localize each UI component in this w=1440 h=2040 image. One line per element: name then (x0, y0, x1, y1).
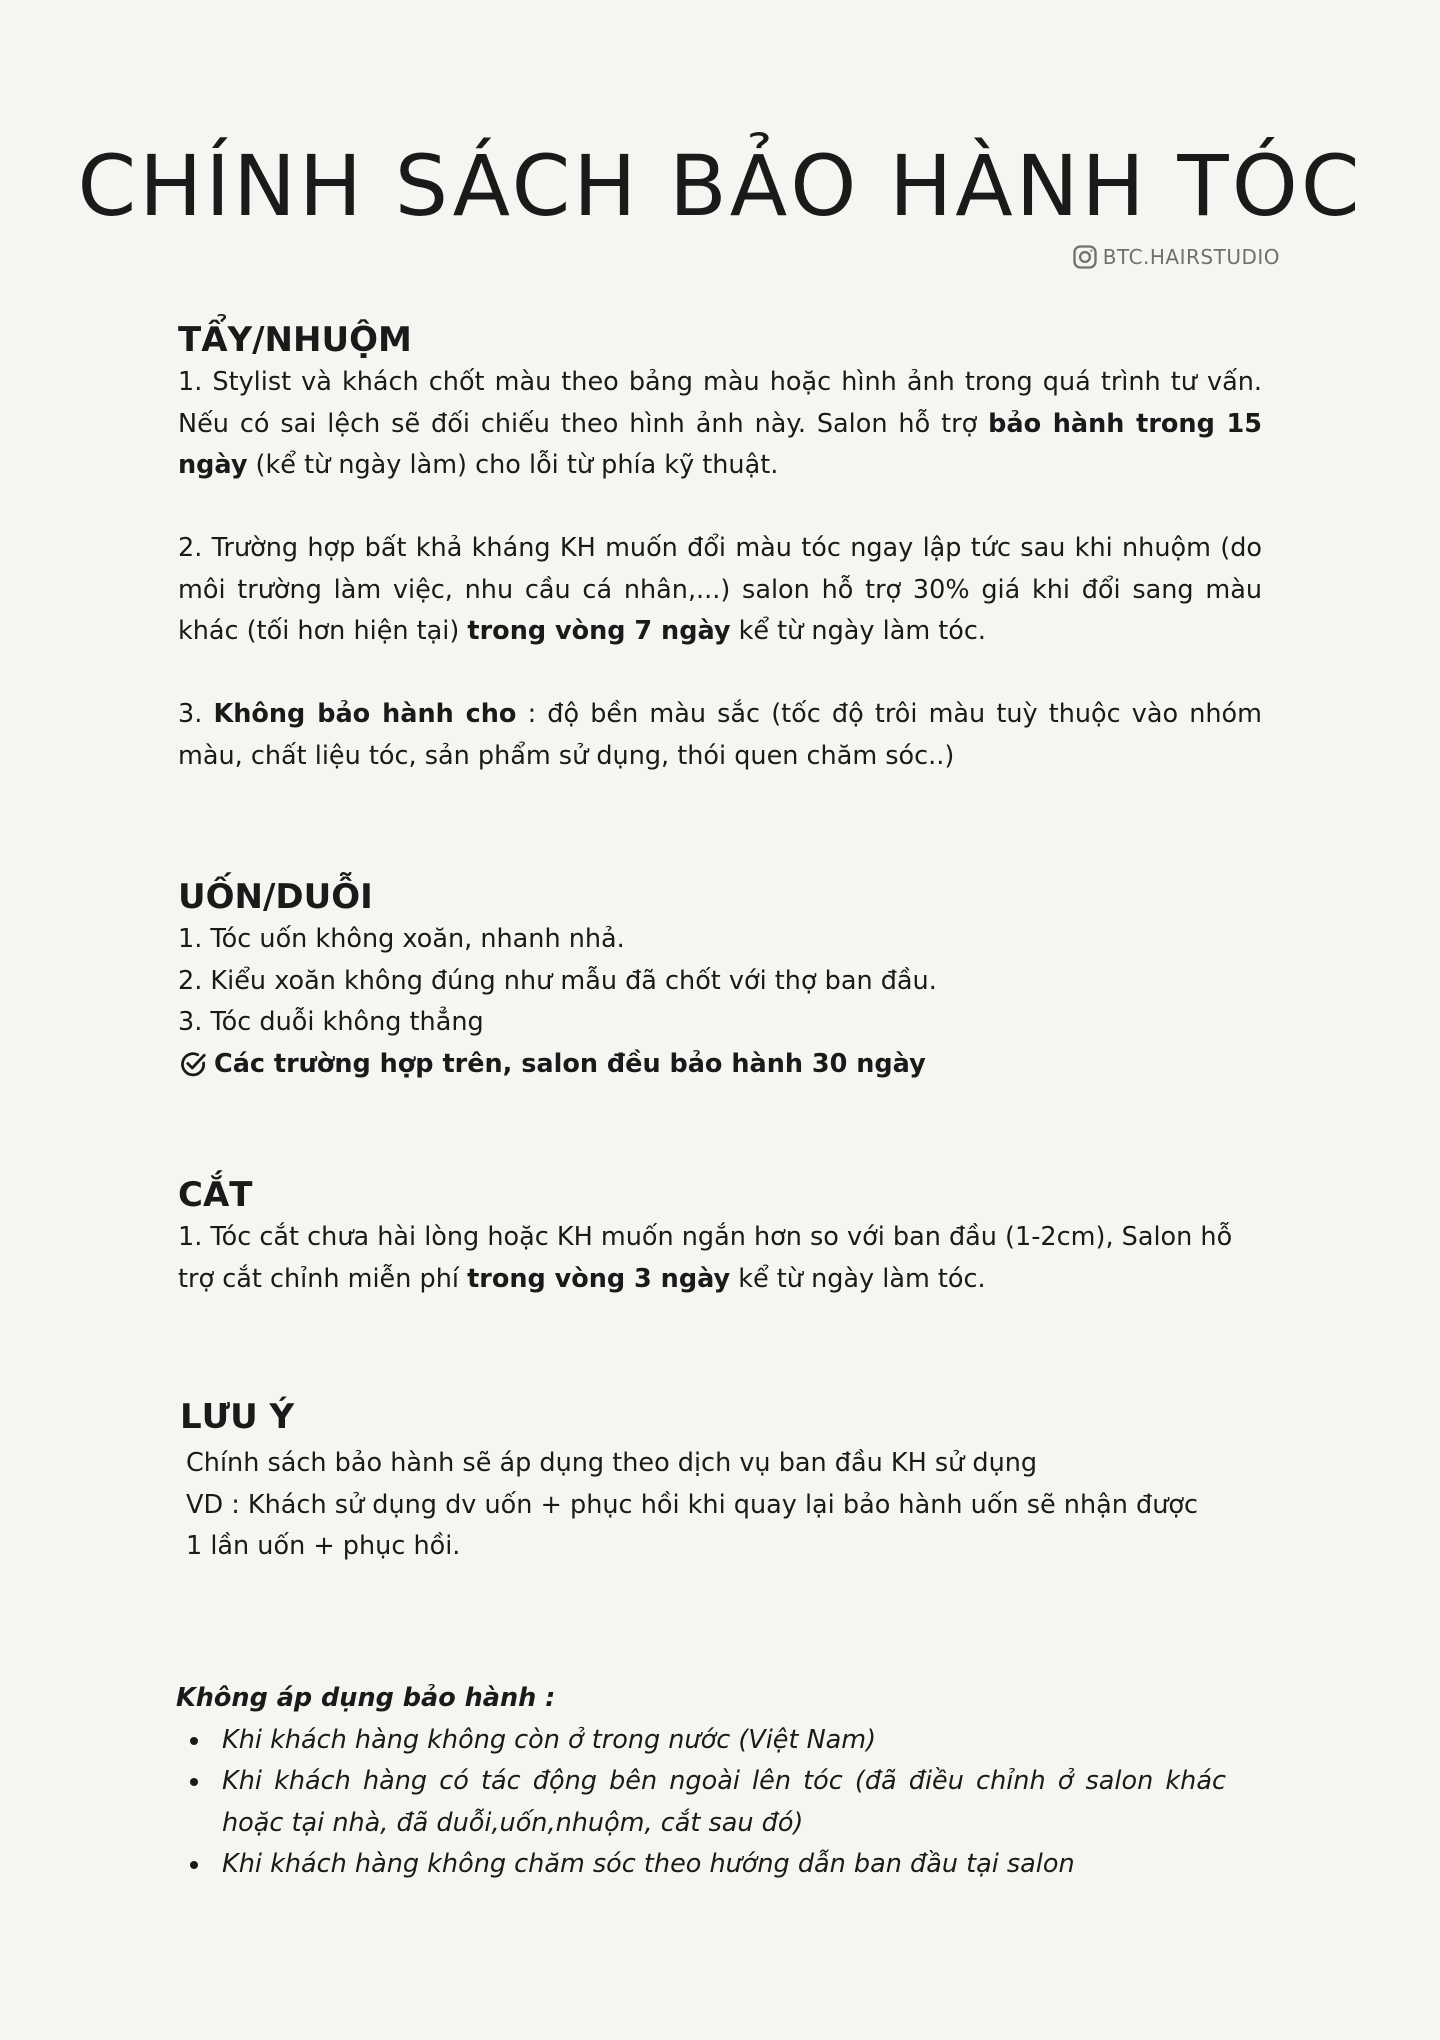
section-heading: CẮT (178, 1175, 253, 1215)
bold-text: Không bảo hành cho (213, 699, 517, 729)
instagram-icon (1071, 243, 1099, 271)
paragraph: Chính sách bảo hành sẽ áp dụng theo dịch vụ ban đầu KH sử dụng (186, 1448, 1038, 1478)
list-item: 2. Kiểu xoăn không đúng như mẫu đã chốt với thợ ban đầu. (178, 965, 937, 996)
bold-text: trong vòng 7 ngày (467, 616, 731, 646)
instagram-handle-text: BTC.HAIRSTUDIO (1102, 245, 1280, 269)
paragraph (178, 528, 1262, 653)
check-circle-icon (178, 1049, 208, 1079)
section-heading: TẨY/NHUỘM (178, 320, 412, 360)
list-item: Khi khách hàng không còn ở trong nước (Việt Nam) (222, 1720, 1226, 1762)
section-heading: UỐN/DUỖI (178, 877, 373, 917)
paragraph (178, 1217, 1262, 1300)
text: kể từ ngày làm tóc. (730, 616, 986, 646)
text: (kể từ ngày làm) cho lỗi từ phía kỹ thuật. (247, 450, 779, 480)
list-item: 3. Tóc duỗi không thẳng (178, 1007, 484, 1037)
warranty-note (178, 1044, 1262, 1086)
bold-text: trong vòng 3 ngày (467, 1263, 731, 1294)
paragraph: VD : Khách sử dụng dv uốn + phục hồi khi quay lại bảo hành uốn sẽ nhận được 1 lần uốn + phục hồi. (186, 1489, 1198, 1561)
section-luu-y (180, 1395, 1198, 1568)
paragraph (178, 362, 1262, 487)
bold-text: bảo hành trong 15 ngày (178, 408, 1262, 480)
page-title: CHÍNH SÁCH BẢO HÀNH TÓC (77, 137, 1363, 235)
text: : độ bền màu sắc (tốc độ trôi màu tuỳ thuộc vào nhóm màu, chất liệu tóc, sản phẩm sử dụng, thói quen chăm sóc..) (178, 699, 1262, 771)
exclusions-heading: Không áp dụng bảo hành : (176, 1683, 556, 1713)
section-uon-duoi (178, 875, 1262, 1085)
section-cat (178, 1173, 1262, 1300)
list-item: Khi khách hàng không chăm sóc theo hướng dẫn ban đầu tại salon (222, 1844, 1226, 1886)
text: kể từ ngày làm tóc. (730, 1263, 986, 1294)
section-heading: LƯU Ý (180, 1397, 295, 1437)
exclusions-list (176, 1720, 1260, 1886)
section-exclusions (176, 1678, 1260, 1886)
list-item: 1. Tóc uốn không xoăn, nhanh nhả. (178, 924, 625, 954)
bold-text: Các trường hợp trên, salon đều bảo hành 30 ngày (214, 1048, 926, 1079)
text: 1. Tóc cắt chưa hài lòng hoặc KH muốn ngắn hơn so với ban đầu (1-2cm), Salon hỗ trợ cắt chỉnh miễn phí (178, 1222, 1233, 1294)
section-tay-nhuom (178, 318, 1262, 777)
text: 2. Trường hợp bất khả kháng KH muốn đổi màu tóc ngay lập tức sau khi nhuộm (do môi trường làm việc, nhu cầu cá nhân,...) salon hỗ trợ 30% giá khi đổi sang màu khác (tối hơn hiện tại) (178, 533, 1262, 646)
text: 1. Stylist và khách chốt màu theo bảng màu hoặc hình ảnh trong quá trình tư vấn. Nếu có sai lệch sẽ đối chiếu theo hình ảnh này. Salon hỗ trợ (178, 367, 1262, 439)
text: 3. (178, 699, 214, 729)
list-item: Khi khách hàng có tác động bên ngoài lên tóc (đã điều chỉnh ở salon khác hoặc tại nhà, đã duỗi,uốn,nhuộm, cắt sau đó) (222, 1761, 1226, 1844)
paragraph (178, 694, 1262, 777)
instagram-handle[interactable] (1071, 243, 1280, 271)
